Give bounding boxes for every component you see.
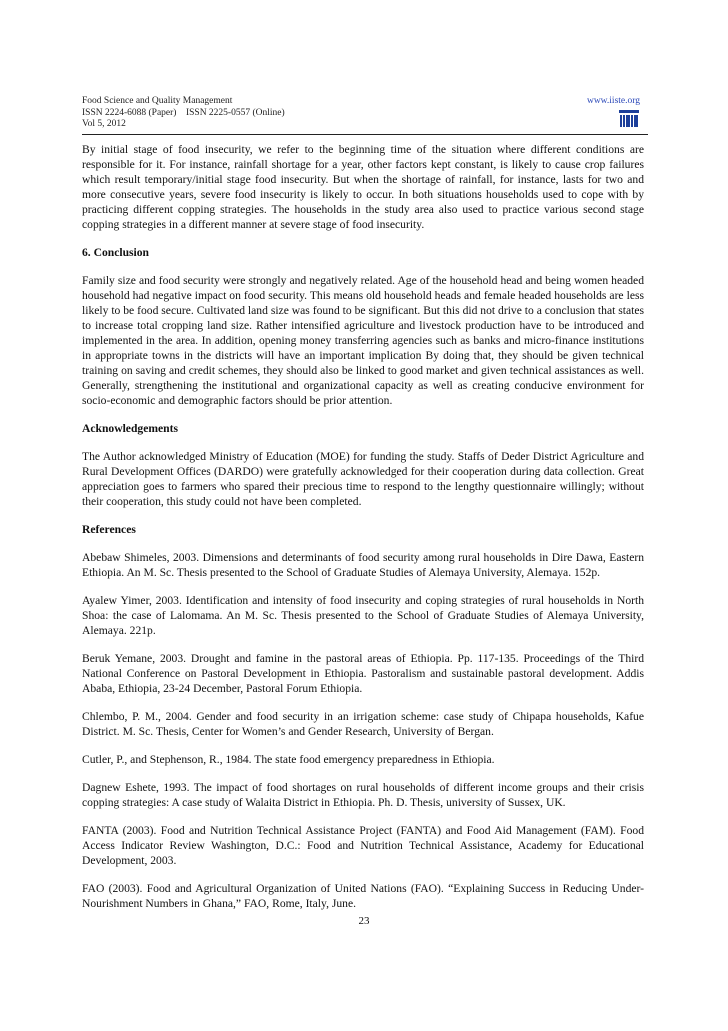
page-number: 23 [358,915,370,927]
conclusion-paragraph: Family size and food security were strongly and negatively related. Age of the household head and being women headed household had negative impact on food security. This means old household heads and female headed households are less likely to be food secure. Cultivated land size was found to be significant. But this did not drive to a conclusion that states to increase total cropping land size. Rather intensified agriculture and livestock production have to be introduced and implemented in the area. In addition, opening money transferring agencies such as banks and micro-finance institutions in appropriate towns in the districts will have an important implication By doing that, they should be given technical training on saving and credit schemes, they should also be linked to good market and given technical assistances as well. Generally, strengthening the institutional and organizational capacity as well as creating conducive environment for socio-economic and demographic factors should be prior attention. [82,274,644,407]
iiste-logo-icon [618,108,640,128]
journal-url-link[interactable]: www.iiste.org [586,96,640,106]
reference-item: Abebaw Shimeles, 2003. Dimensions and determinants of food security among rural households in Dire Dawa, Eastern Ethiopia. An M. Sc. Thesis presented to the School of Graduate Studies of Alemaya University, Alemaya. 152p. [82,551,644,579]
references-list [82,550,644,911]
issn-line: ISSN 2224-6088 (Paper) ISSN 2225-0557 (Online) [82,107,285,118]
article-body [82,142,644,924]
header-rule [82,134,648,135]
reference-item: FAO (2003). Food and Agricultural Organization of United Nations (FAO). “Explaining Success in Reducing Under-Nourishment Numbers in Ghana,” FAO, Rome, Italy, June. [82,882,644,910]
conclusion-heading: 6. Conclusion [82,246,150,259]
journal-name: Food Science and Quality Management [82,96,233,106]
reference-item: Cutler, P., and Stephenson, R., 1984. The state food emergency preparedness in Ethiopia. [82,753,495,766]
acknowledgements-paragraph: The Author acknowledged Ministry of Education (MOE) for funding the study. Staffs of Deder District Agriculture and Rural Development Offices (DARDO) were gratefully acknowledged for their cooperation during data collection. Great appreciation goes to farmers who spared their precious time to respond to the lengthy questionnaire willingly; without their cooperation, this study could not have been completed. [82,450,644,508]
reference-item: Beruk Yemane, 2003. Drought and famine in the pastoral areas of Ethiopia. Pp. 117-135. Proceedings of the Third National Conference on Pastoral Development in Ethiopia. Pastoralism and sustainable pastoral development. Addis Ababa, Ethiopia, 23-24 December, Pastoral Forum Ethiopia. [82,652,644,695]
page-header [82,96,648,134]
reference-item: Ayalew Yimer, 2003. Identification and intensity of food insecurity and coping strategies of rural households in North Shoa: the case of Lalomama. An M. Sc. Thesis presented to the School of Graduate Studies of Alemaya University, Alemaya. 221p. [82,594,644,637]
volume-line: Vol 5, 2012 [82,119,126,129]
reference-item: FANTA (2003). Food and Nutrition Technical Assistance Project (FANTA) and Food Aid Management (FAM). Food Access Indicator Review Washington, D.C.: Food and Nutrition Technical Assistance, Academy for Educational Development, 2003. [82,824,644,867]
references-heading: References [82,523,136,536]
reference-item: Dagnew Eshete, 1993. The impact of food shortages on rural households of different income groups and their crisis copping strategies: A case study of Walaita District in Ethiopia. Ph. D. Thesis, university of Sussex, UK. [82,781,644,809]
acknowledgements-heading: Acknowledgements [82,422,178,435]
reference-item: Chlembo, P. M., 2004. Gender and food security in an irrigation scheme: case study of Chipapa households, Kafue District. M. Sc. Thesis, Center for Women’s and Gender Research, University of Bergan. [82,710,644,738]
intro-paragraph: By initial stage of food insecurity, we refer to the beginning time of the situation where different conditions are responsible for it. For instance, rainfall shortage for a year, other factors kept constant, is likely to cause crop failures which result temporary/initial stage food insecurity. But when the shortage of rainfall, for instance, lasts for two and more consecutive years, severe food insecurity is likely to occur. In both situations households used to cope with by practicing different copping strategies. The households in the study area also used to practice various second stage copping strategies in a different manner at severe stage of food insecurity. [82,143,644,231]
